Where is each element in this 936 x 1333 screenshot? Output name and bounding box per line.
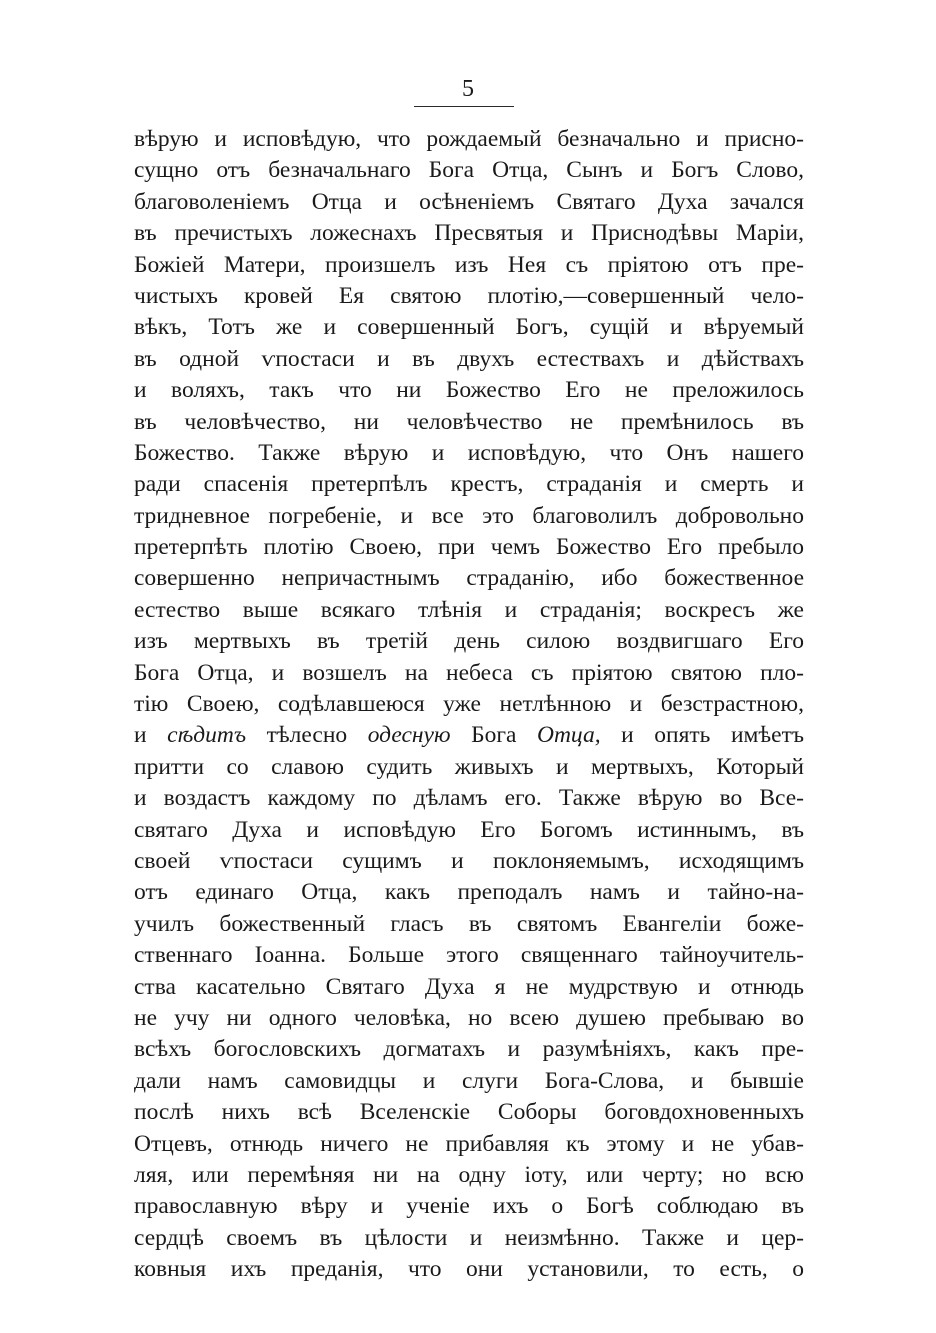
text-line-31: дали намъ самовидцы и слуги Бога-Слова, и бывшіе [134, 1067, 804, 1094]
text-line-1: вѣрую и исповѣдую, что рождаемый безначально и присно- [134, 126, 804, 152]
text-line-34: ляя, или перемѣняя ни на одну іоту, или черту; но всю [134, 1161, 804, 1188]
text-line-17: изъ мертвыхъ въ третій день силою воздвигшаго Его [134, 628, 804, 655]
text-line-11: Божество. Также вѣрую и исповѣдую, что Онъ нашего [134, 439, 804, 466]
text-line-19: тію Своею, содѣлавшеюся уже нетлѣнною и безстрастною, [134, 691, 804, 718]
italic-word: Отца, [536, 722, 601, 749]
text-line-16: естество выше всякаго тлѣнія и страданія; воскресъ же [134, 596, 804, 623]
plain-fragment: и [134, 722, 168, 749]
text-line-20-italic [134, 720, 804, 751]
text-line-5: Божіей Матери, произшелъ изъ Нея съ пріятою отъ пре- [134, 251, 804, 278]
plain-fragment: тѣлесно [246, 722, 368, 749]
text-line-7: вѣкъ, Тотъ же и совершенный Богъ, сущій и вѣруемый [134, 314, 804, 341]
text-line-33: Отцевъ, отнюдь ничего не прибавляя къ этому и не убав- [134, 1130, 804, 1157]
text-line-9: и воляхъ, такъ что ни Божество Его не преложилось [134, 377, 804, 404]
text-line-3: благоволеніемъ Отца и осѣненіемъ Святаго Духа зачался [134, 188, 804, 215]
text-line-25: отъ единаго Отца, какъ преподалъ намъ и тайно-на- [134, 879, 804, 906]
text-line-21: притти со славою судить живыхъ и мертвыхъ, Который [134, 753, 804, 780]
plain-fragment: Бога [450, 722, 537, 749]
text-line-32: послѣ нихъ всѣ Вселенскіе Соборы боговдохновенныхъ [134, 1099, 804, 1126]
text-line-6: чистыхъ кровей Ея святою плотію,—совершенный чело- [134, 282, 804, 309]
text-line-15: совершенно непричастнымъ страданію, ибо божественное [134, 565, 804, 592]
text-line-26: училъ божественный гласъ въ святомъ Евангеліи боже- [134, 910, 804, 937]
plain-fragment: и опять имѣетъ [600, 722, 804, 749]
text-line-22: и воздастъ каждому по дѣламъ его. Также вѣрую во Все- [134, 785, 804, 812]
text-line-36: сердцѣ своемъ въ цѣлости и неизмѣнно. Также и цер- [134, 1224, 804, 1251]
italic-word: одесную [367, 722, 451, 749]
text-line-10: въ человѣчество, ни человѣчество не премѣнилось въ [134, 408, 804, 435]
text-line-14: претерпѣть плотію Своею, при чемъ Божество Его пребыло [134, 534, 804, 561]
text-line-13: тридневное погребеніе, и все это благоволилъ добровольно [134, 502, 804, 529]
text-line-18: Бога Отца, и возшелъ на небеса съ пріятою святою пло- [134, 659, 804, 686]
text-line-24: своей ѵпостаси сущимъ и поклоняемымъ, исходящимъ [134, 847, 804, 874]
text-line-2: сущно отъ безначальнаго Бога Отца, Сынъ и Богъ Слово, [134, 157, 804, 184]
text-line-30: всѣхъ богословскихъ догматахъ и разумѣніяхъ, какъ пре- [134, 1036, 804, 1063]
italic-word: сѣдитъ [167, 722, 247, 749]
header-rule [414, 106, 514, 107]
text-line-23: святаго Духа и исповѣдую Его Богомъ истиннымъ, въ [134, 816, 804, 843]
text-line-12: ради спасенія претерпѣлъ крестъ, страданія и смерть и [134, 471, 804, 498]
text-line-29: не учу ни одного человѣка, но всею душею пребываю во [134, 1004, 804, 1031]
text-line-27: ственнаго Іоанна. Больше этого священнаго тайноучитель- [134, 942, 804, 969]
text-line-37: ковныя ихъ преданія, что они установили, то есть, о [134, 1256, 804, 1283]
body-text [134, 124, 804, 1285]
page-number: 5 [462, 76, 474, 102]
text-line-4: въ пречистыхъ ложеснахъ Пресвятыя и Приснодѣвы Маріи, [134, 220, 804, 247]
text-line-28: ства касательно Святаго Духа я не мудрствую и отнюдь [134, 973, 804, 1000]
text-line-8: въ одной ѵпостаси и въ двухъ естествахъ и дѣйствахъ [134, 345, 804, 372]
text-line-35: православную вѣру и ученіе ихъ о Богѣ соблюдаю въ [134, 1193, 804, 1220]
